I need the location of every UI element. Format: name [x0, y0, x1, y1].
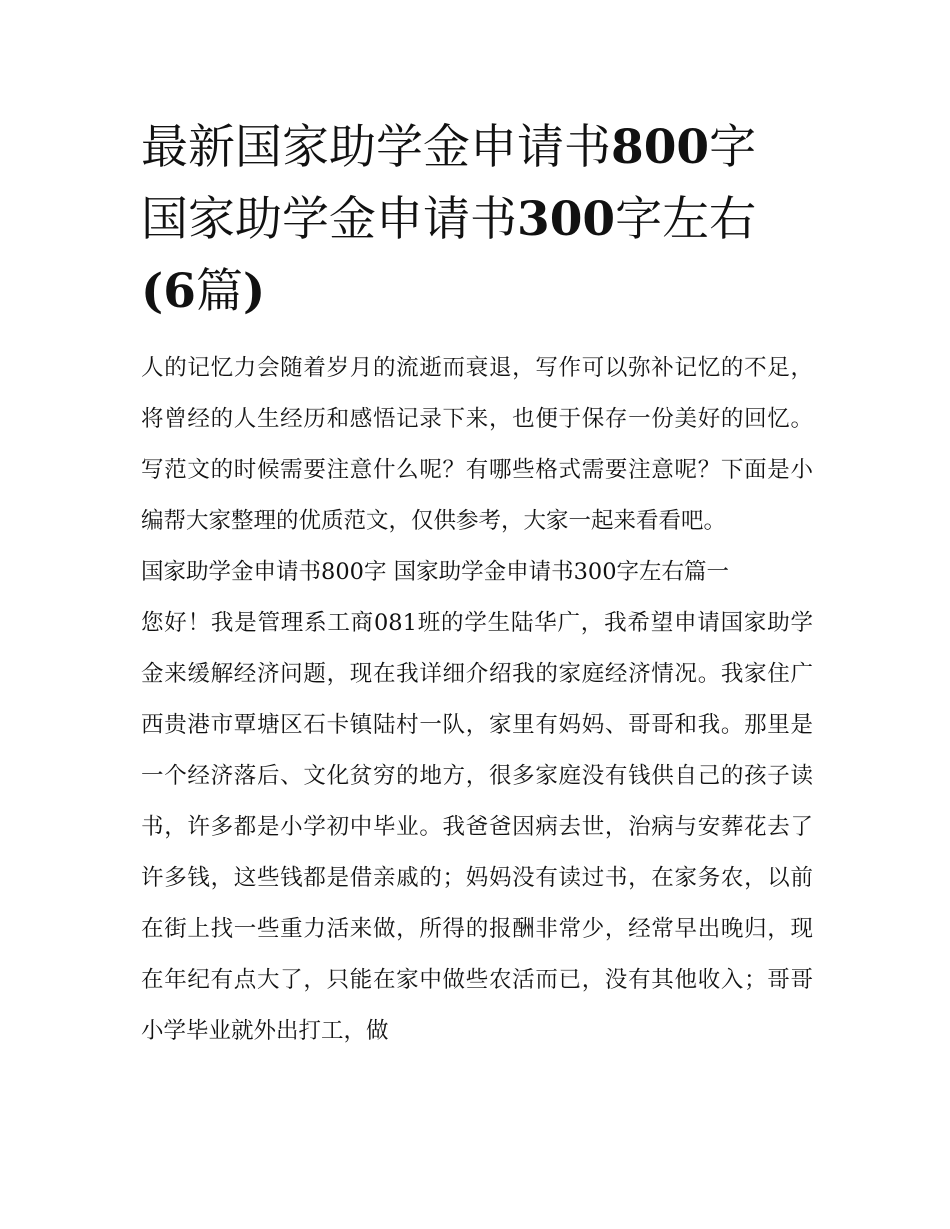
body-paragraph: 您好！我是管理系工商081班的学生陆华广，我希望申请国家助学金来缓解经济问题，现在我详细介绍我的家庭经济情况。我家住广西贵港市覃塘区石卡镇陆村一队，家里有妈妈、哥哥和我。那里是一个经济落后、文化贫穷的地方，很多家庭没有钱供自己的孩子读书，许多都是小学初中毕业。我爸爸因病去世，治病与安葬花去了许多钱，这些钱都是借亲戚的；妈妈没有读过书，在家务农，以前在街上找一些重力活来做，所得的报酬非常少，经常早出晚归，现在年纪有点大了，只能在家中做些农活而已，没有其他收入；哥哥小学毕业就外出打工，做: [141, 610, 813, 1044]
intro-paragraph: 人的记忆力会随着岁月的流逝而衰退，写作可以弥补记忆的不足，将曾经的人生经历和感悟记录下来，也便于保存一份美好的回忆。写范文的时候需要注意什么呢？有哪些格式需要注意呢？下面是小编帮大家整理的优质范文，仅供参考，大家一起来看看吧。: [141, 355, 813, 534]
section-heading: 国家助学金申请书800字 国家助学金申请书300字左右篇一: [141, 559, 730, 585]
title-line-3: (6篇): [141, 264, 266, 319]
title-line-2: 国家助学金申请书300字左右: [141, 192, 757, 247]
document-page: [141, 112, 813, 1057]
title-line-1: 最新国家助学金申请书800字: [141, 120, 757, 175]
document-title: [141, 112, 813, 328]
